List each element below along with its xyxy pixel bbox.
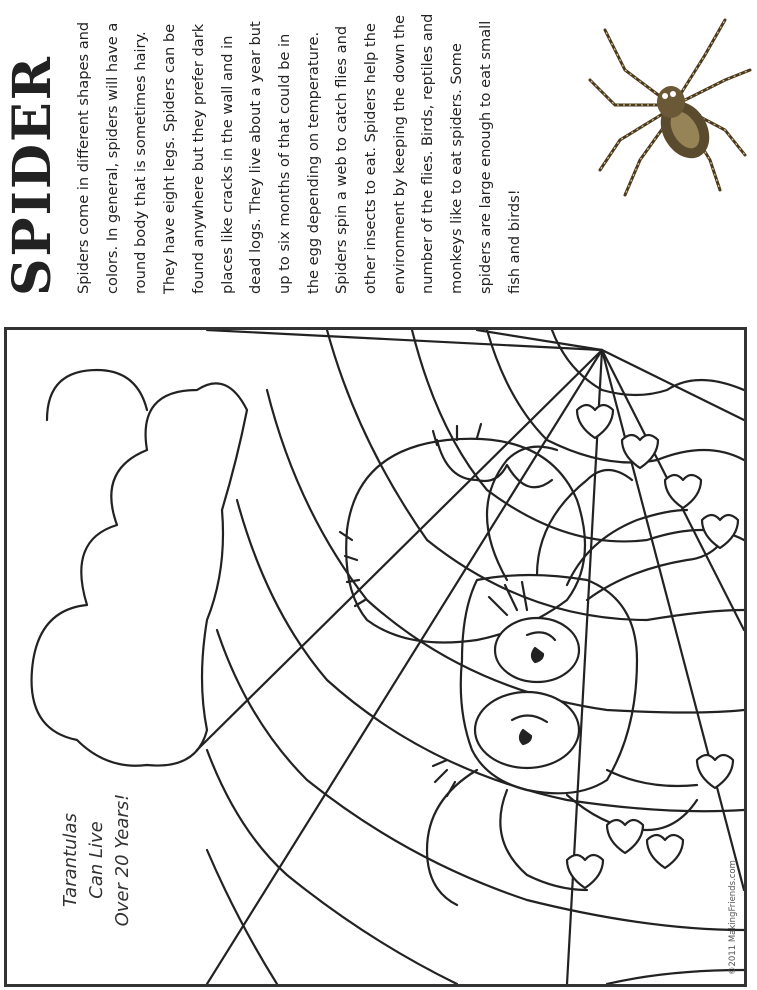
fact-line-1: Tarantulas [60,813,81,907]
fact-line-2: Can Live [86,821,107,899]
page-title: SPIDER [2,55,63,296]
fact-caption [58,760,178,960]
spider-web [197,330,744,984]
copyright-credit: ©2011 MakingFriends.com [728,860,738,975]
body-paragraph: Spiders come in different shapes and colors. In general, spiders will have a round body that is sometimes hairy. They have eight legs. Spiders can be found anywhere but they prefer dark places like cracks in the wall and in dead logs. They live about a year but up to six months of that could be in the egg depending on temperature. Spiders spin a web to catch flies and other insects to eat. Spiders help the environment by keeping the down the number of the flies. Birds, reptiles and monkeys like to eat spiders. Some spiders are large enough to eat small fish and birds! [75,13,523,294]
spider-photo-illustration [585,10,755,200]
fact-line-3: Over 20 Years! [112,793,133,927]
cloud [32,383,247,765]
info-panel-rotated [0,0,620,300]
